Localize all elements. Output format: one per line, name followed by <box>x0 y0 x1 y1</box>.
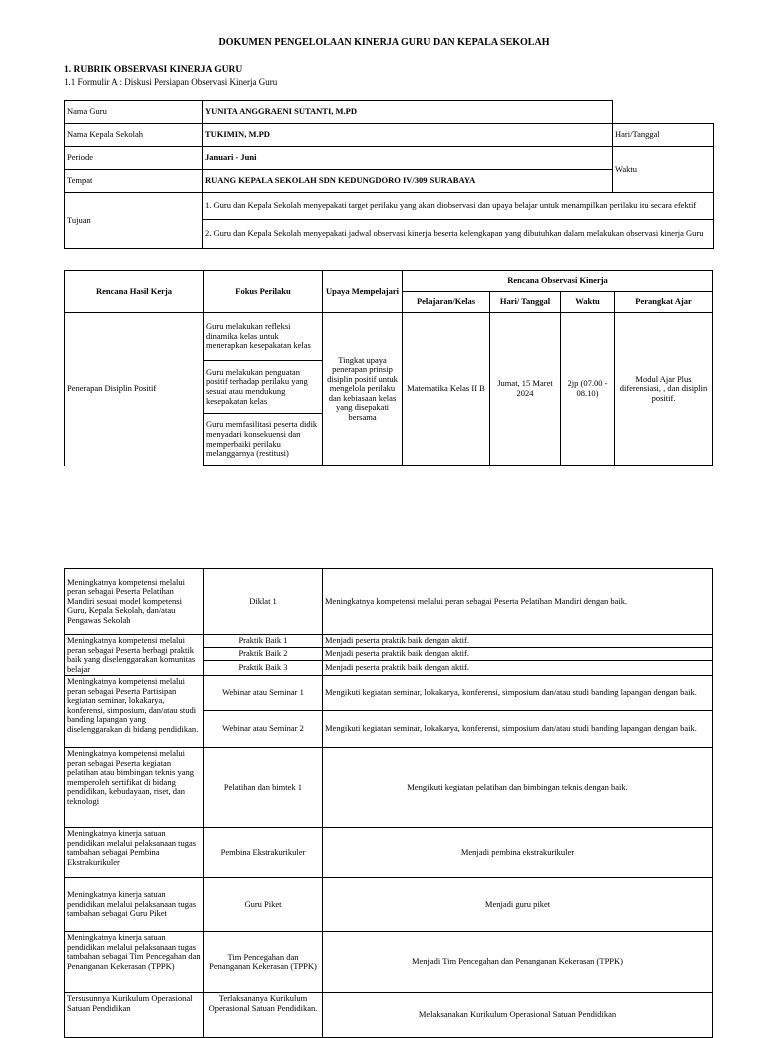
document-title: DOKUMEN PENGELOLAAN KINERJA GURU DAN KEPALA SEKOLAH <box>218 37 550 48</box>
dev-indicator-2b: Menjadi peserta praktik baik dengan aktif. <box>323 648 713 661</box>
dev-indicator-4: Mengikuti kegiatan pelatihan dan bimbingan teknis dengan baik. <box>323 748 713 828</box>
dev-activity-4: Pelatihan dan bimtek 1 <box>204 748 323 828</box>
dev-activity-2c: Praktik Baik 3 <box>204 661 323 676</box>
dev-indicator-7: Menjadi Tim Pencegahan dan Penanganan Kekerasan (TPPK) <box>323 932 713 993</box>
dev-indicator-1: Meningkatnya kompetensi melalui peran sebagai Peserta Pelatihan Mandiri dengan baik. <box>323 569 713 635</box>
header-perangkat-ajar: Perangkat Ajar <box>615 292 713 313</box>
perangkat-value: Modul Ajar Plus diferensiasi, , dan disiplin positif. <box>615 313 713 466</box>
fokus-item-2: Guru melakukan penguatan positif terhadap perilaku yang sesuai atau mendukung kesepakatan kelas <box>204 361 323 414</box>
hari-value: Jumat, 15 Maret 2024 <box>490 313 561 466</box>
tujuan-item-2: 2. Guru dan Kepala Sekolah menyepakati jadwal observasi kinerja beserta kelengkapan yang dibutuhkan dalam melakukan observasi kinerja Guru <box>203 220 714 249</box>
dev-indicator-2a: Menjadi peserta praktik baik dengan aktif. <box>323 635 713 648</box>
fokus-item-3: Guru memfasilitasi peserta didik menyadari konsekuensi dan memperbaiki perilaku melanggarnya (restitusi) <box>204 414 323 466</box>
dev-activity-7: Tim Pencegahan dan Penanganan Kekerasan (TPPK) <box>204 932 323 993</box>
dev-activity-2b: Praktik Baik 2 <box>204 648 323 661</box>
nama-guru-label: Nama Guru <box>65 101 203 124</box>
dev-activity-5: Pembina Ekstrakurikuler <box>204 828 323 878</box>
info-table <box>64 100 768 249</box>
header-hari-tanggal: Hari/ Tanggal <box>490 292 561 313</box>
dev-activity-3b: Webinar atau Seminar 2 <box>204 711 323 748</box>
observation-plan-table <box>64 270 713 466</box>
waktu-value: 2jp (07.00 - 08.10) <box>561 313 615 466</box>
dev-indicator-6: Menjadi guru piket <box>323 878 713 932</box>
header-rencana-observasi: Rencana Observasi Kinerja <box>403 271 713 292</box>
waktu-label: Waktu <box>613 147 714 193</box>
dev-activity-3a: Webinar atau Seminar 1 <box>204 676 323 711</box>
nama-guru-value: YUNITA ANGGRAENI SUTANTI, M.PD <box>203 101 613 124</box>
header-waktu: Waktu <box>561 292 615 313</box>
kepsek-label: Nama Kepala Sekolah <box>65 124 203 147</box>
section-title: 1. RUBRIK OBSERVASI KINERJA GURU <box>64 65 243 75</box>
dev-activity-8: Terlaksananya Kurikulum Operasional Satuan Pendidikan. <box>204 993 323 1038</box>
dev-rhk-5: Meningkatnya kinerja satuan pendidikan melalui pelaksanaan tugas tambahan sebagai Pembina Ekstrakurikuler <box>65 828 204 878</box>
header-fokus-perilaku: Fokus Perilaku <box>204 271 323 313</box>
dev-rhk-2: Meningkatnya kompetensi melalui peran sebagai Peserta berbagi praktik baik yang diselenggarakan komunitas belajar <box>65 635 204 676</box>
dev-rhk-4: Meningkatnya kompetensi melalui peran sebagai Peserta kegiatan pelatihan atau bimbingan teknis yang memperoleh sertifikat di bidang pendidikan, kebudayaan, riset, dan teknologi <box>65 748 204 828</box>
dev-indicator-3a: Mengikuti kegiatan seminar, lokakarya, konferensi, simposium dan/atau studi banding lapangan dengan baik. <box>323 676 713 711</box>
pelajaran-value: Matematika Kelas II B <box>403 313 490 466</box>
dev-activity-6: Guru Piket <box>204 878 323 932</box>
upaya-value: Tingkat upaya penerapan prinsip disiplin positif untuk mengelola perilaku dan kebiasaan kelas yang disepakati bersama <box>323 313 403 466</box>
kepsek-value: TUKIMIN, M.PD <box>203 124 613 147</box>
dev-indicator-5: Menjadi pembina ekstrakurikuler <box>323 828 713 878</box>
dev-rhk-7: Meningkatnya kinerja satuan pendidikan melalui pelaksanaan tugas tambahan sebagai Tim Pencegahan dan Penanganan Kekerasan (TPPK) <box>65 932 204 993</box>
dev-rhk-6: Meningkatnya kinerja satuan pendidikan melalui pelaksanaan tugas tambahan sebagai Guru Piket <box>65 878 204 932</box>
periode-value: Januari - Juni <box>203 147 613 170</box>
tempat-value: RUANG KEPALA SEKOLAH SDN KEDUNGDORO IV/309 SURABAYA <box>203 170 613 193</box>
hari-tanggal-label: Hari/Tanggal <box>613 124 714 147</box>
header-upaya-mempelajari: Upaya Mempelajari <box>323 271 403 313</box>
dev-indicator-2c: Menjadi peserta praktik baik dengan aktif. <box>323 661 713 676</box>
tujuan-item-1: 1. Guru dan Kepala Sekolah menyepakati target perilaku yang akan diobservasi dan upaya belajar untuk menampilkan perilaku itu secara efektif <box>203 193 714 220</box>
dev-indicator-8: Melaksanakan Kurikulum Operasional Satuan Pendidikan <box>323 993 713 1038</box>
rhk-value: Penerapan Disiplin Positif <box>65 313 204 466</box>
dev-rhk-3: Meningkatnya kompetensi melalui peran sebagai Peserta Partisipan kegiatan seminar, lokakarya, konferensi, simposium, dan/atau studi banding lapangan yang diselenggarakan di bidang pendidikan. <box>65 676 204 748</box>
dev-activity-1: Diklat 1 <box>204 569 323 635</box>
fokus-item-1: Guru melakukan refleksi dinamika kelas untuk menerapkan kesepakatan kelas <box>204 313 323 361</box>
tujuan-label: Tujuan <box>65 193 203 249</box>
dev-indicator-3b: Mengikuti kegiatan seminar, lokakarya, konferensi, simposium dan/atau studi banding lapangan dengan baik. <box>323 711 713 748</box>
tempat-label: Tempat <box>65 170 203 193</box>
section-subtitle: 1.1 Formulir A : Diskusi Persiapan Observasi Kinerja Guru <box>64 77 278 87</box>
dev-activity-2a: Praktik Baik 1 <box>204 635 323 648</box>
dev-rhk-1: Meningkatnya kompetensi melalui peran sebagai Peserta Pelatihan Mandiri sesuai model kompetensi Guru, Kepala Sekolah, dan/atau Pengawas Sekolah <box>65 569 204 635</box>
periode-label: Periode <box>65 147 203 170</box>
header-rencana-hasil-kerja: Rencana Hasil Kerja <box>65 271 204 313</box>
header-pelajaran-kelas: Pelajaran/Kelas <box>403 292 490 313</box>
dev-rhk-8: Tersusunnya Kurikulum Operasional Satuan Pendidikan <box>65 993 204 1038</box>
development-table <box>64 568 713 1038</box>
